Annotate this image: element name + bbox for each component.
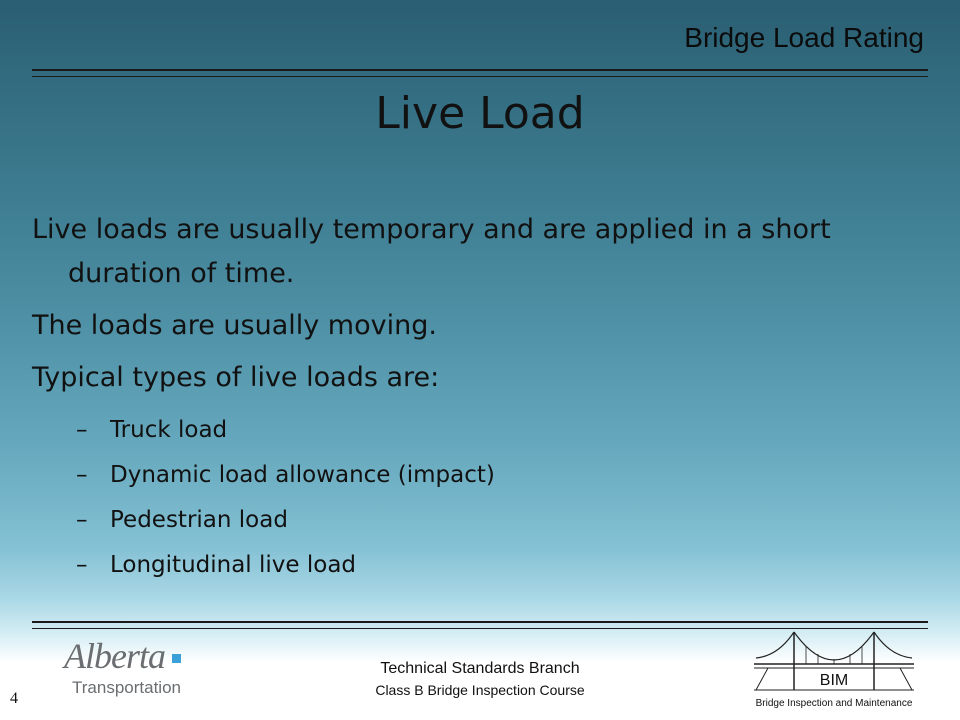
logo-brand-text: Alberta — [64, 636, 165, 676]
body-paragraph: Live loads are usually temporary and are applied in a short duration of time. — [32, 214, 831, 289]
sub-list-item-text: Truck load — [110, 417, 228, 443]
body-paragraph: The loads are usually moving. — [32, 310, 437, 341]
footer-branch: Technical Standards Branch — [380, 660, 580, 677]
dash-bullet: – — [76, 417, 88, 443]
body-paragraph: Typical types of live loads are: — [32, 362, 440, 393]
slide-title: Live Load — [375, 88, 585, 139]
bim-caption: Bridge Inspection and Maintenance — [755, 698, 913, 709]
header-title: Bridge Load Rating — [684, 22, 924, 53]
top-divider — [32, 69, 928, 77]
bridge-icon — [748, 628, 920, 698]
sub-list-item-text: Pedestrian load — [110, 507, 288, 533]
page-number: 4 — [10, 690, 18, 707]
bim-label: BIM — [819, 672, 849, 689]
sub-list-item — [32, 453, 932, 498]
dash-bullet: – — [76, 552, 88, 578]
slide-body — [32, 208, 932, 588]
footer-course: Class B Bridge Inspection Course — [375, 682, 585, 698]
bim-logo — [748, 628, 920, 714]
sub-list-item — [32, 408, 932, 453]
logo-sub-text: Transportation — [72, 678, 181, 697]
dash-bullet: – — [76, 507, 88, 533]
dash-bullet: – — [76, 462, 88, 488]
sub-list-item — [32, 543, 932, 588]
sub-list-item-text: Dynamic load allowance (impact) — [110, 462, 495, 488]
sub-list-item-text: Longitudinal live load — [110, 552, 357, 578]
sub-list-item — [32, 498, 932, 543]
